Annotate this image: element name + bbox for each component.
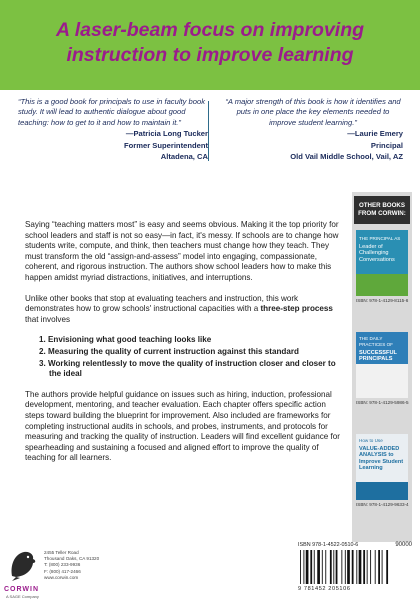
other-books-sidebar	[352, 192, 412, 542]
book-item[interactable]	[356, 332, 408, 405]
quote-divider	[208, 101, 209, 161]
barcode-digits: 9 781452 205106	[298, 586, 351, 592]
publisher-wordmark: CORWIN	[4, 586, 40, 593]
address-line: Thousand Oaks, CA 91320	[44, 556, 100, 562]
barcode-bars-icon	[300, 550, 410, 584]
address-line: T: (800) 233-9936	[44, 562, 81, 568]
description-paragraph-1: Saying “teaching matters most” is easy and seems obvious. Making it the top priority for school leaders and staff is not so easy—in fact, it's messy. If schools are to change how students write, compute, and think, then teachers must change how they teach. They must transform the old “assign-and-assess” model into engaging, compassionate, coherent, and rigorous instruction. The authors show school leaders how to make this happen amidst myriad distractions, initiatives, and interruptions.	[25, 220, 339, 282]
barcode-bar	[382, 550, 383, 584]
barcode-bar	[303, 550, 304, 584]
endorsement-role: Former Superintendent	[124, 140, 208, 150]
barcode-bar	[333, 550, 334, 584]
cover-title: VALUE-ADDED ANALYSIS to Improve Student Learning	[359, 446, 404, 472]
barcode-bar	[336, 550, 338, 584]
p2-intro: Unlike other books that stop at evaluating teachers and instruction, this work demonstrates how to grow schools' instructional capacities with a	[25, 293, 299, 314]
barcode-bar	[314, 550, 315, 584]
barcode-isbn: ISBN 978-1-4522-0510-6	[298, 542, 359, 548]
barcode-bar	[386, 550, 388, 584]
book-item[interactable]	[356, 434, 408, 507]
publisher-tagline: A SAGE Company	[6, 594, 39, 599]
cover-title: SUCCESSFUL PRINCIPALS	[359, 350, 397, 363]
book-cover	[356, 434, 408, 500]
barcode-bar	[367, 550, 368, 584]
banner-headline: A laser-beam focus on improving instruction to improve learning	[55, 19, 365, 66]
endorsement-text: “A major strength of this book is how it identifies and puts in one place the key elements needed to improve student learning.”	[225, 97, 401, 127]
endorsements	[10, 97, 410, 189]
title-banner	[0, 0, 420, 90]
book-isbn: ISBN: 978-1-4129-5986-5	[356, 400, 409, 405]
barcode-bar	[317, 550, 320, 584]
barcode-bar	[375, 550, 376, 584]
barcode-bar	[341, 550, 342, 584]
barcode-bar	[322, 550, 323, 584]
steps-list	[39, 335, 345, 379]
description-paragraph-2	[25, 294, 345, 326]
step-item: 1. Envisioning what good teaching looks like	[39, 335, 212, 345]
step-item: 2. Measuring the quality of current instruction against this standard	[39, 346, 299, 356]
barcode-bar	[347, 550, 350, 584]
barcode	[296, 542, 414, 594]
publisher-address	[44, 550, 99, 581]
book-isbn: ISBN: 978-1-4129-8115-6	[356, 298, 409, 303]
barcode-bar	[359, 550, 362, 584]
cover-title: Leader of Challenging Conversations	[359, 244, 395, 263]
barcode-bar	[325, 550, 326, 584]
p2-tail: that involves	[25, 314, 70, 324]
book-cover	[356, 230, 408, 296]
back-cover-footer	[0, 540, 420, 600]
barcode-bar	[352, 550, 354, 584]
endorsement-left	[18, 97, 208, 162]
sidebar-heading: OTHER BOOKS FROM CORWIN:	[354, 196, 410, 224]
barcode-bar	[345, 550, 346, 584]
barcode-bar	[330, 550, 332, 584]
cover-top: How to Use	[359, 438, 383, 443]
barcode-price-code: 90000	[395, 542, 412, 548]
book-item[interactable]	[356, 230, 408, 303]
barcode-bar	[310, 550, 312, 584]
endorsement-role: Principal	[370, 140, 403, 150]
cover-top: THE DAILY PRACTICES OF	[359, 336, 393, 348]
barcode-bar	[356, 550, 357, 584]
book-cover	[356, 332, 408, 398]
description-paragraph-3: The authors provide helpful guidance on issues such as hiring, induction, professional development, mentoring, and teacher evaluation. Each chapter offers specific action steps toward building the blueprint for improvement. Also included are frameworks for completing instructional audits in schools, and probes, instruments, and protocols for measuring and tracking the quality of instruction. Leaders will find excellent guidance for spearheading and sustaining a focused and aligned effort to improve the quality of teaching for all learners.	[25, 389, 340, 463]
barcode-bar	[306, 550, 309, 584]
barcode-bar	[300, 550, 301, 584]
endorsement-right	[223, 97, 403, 162]
barcode-bar	[378, 550, 380, 584]
address-line: www.corwin.com	[44, 574, 79, 580]
cover-band	[356, 274, 408, 296]
description	[25, 220, 345, 474]
cover-top: THE PRINCIPAL AS	[359, 236, 401, 241]
step-item: 3. Working relentlessly to move the quality of instruction closer and closer to the ideal	[39, 358, 336, 379]
address-line: 2455 Teller Road	[44, 550, 79, 555]
endorsement-name: —Patricia Long Tucker	[125, 129, 208, 139]
p2-emphasis: three-step process	[260, 304, 333, 314]
endorsement-text: “This is a good book for principals to use in faculty book study. It will lead to authentic dialogue about good teaching: how to get to it and how to maintain it.”	[18, 97, 205, 127]
barcode-bar	[370, 550, 371, 584]
barcode-bar	[363, 550, 365, 584]
cover-band	[356, 482, 408, 500]
book-isbn: ISBN: 978-1-4129-9633-4	[356, 502, 409, 507]
corwin-bird-logo-icon	[6, 546, 38, 582]
endorsement-name: —Laurie Emery	[347, 129, 403, 139]
endorsement-place: Altadena, CA	[160, 152, 208, 162]
address-line: F: (800) 417-2466	[44, 568, 81, 574]
endorsement-place: Old Vail Middle School, Vail, AZ	[290, 152, 403, 162]
